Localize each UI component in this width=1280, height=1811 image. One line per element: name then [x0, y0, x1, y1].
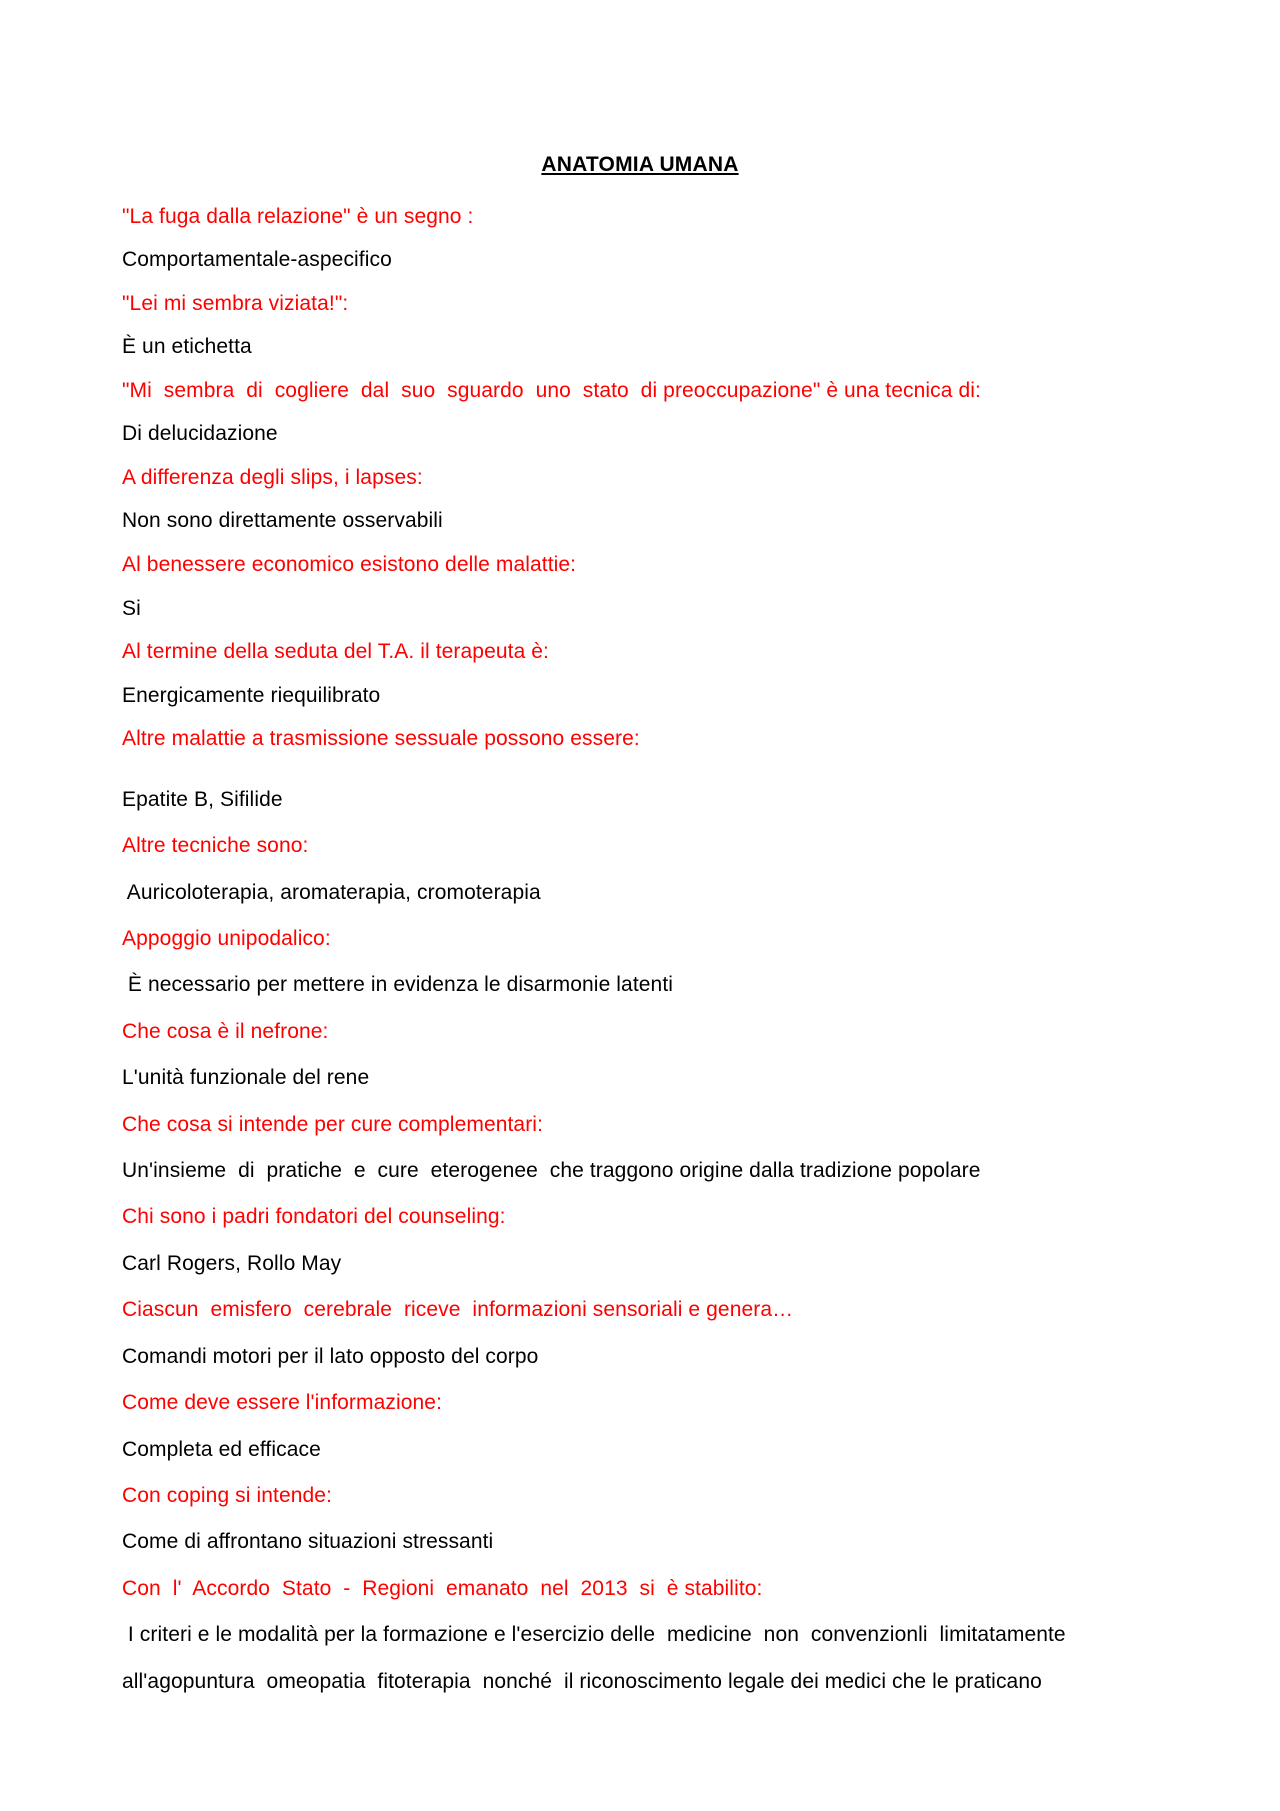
answer-text: Si [122, 597, 141, 620]
question-text: "Lei mi sembra viziata!": [122, 292, 349, 315]
question-text: Altre tecniche sono: [122, 834, 309, 857]
answer-text: L'unità funzionale del rene [122, 1066, 370, 1089]
question-text: A differenza degli slips, i lapses: [122, 466, 423, 489]
question-text: Come deve essere l'informazione: [122, 1391, 443, 1414]
question-text: Con coping si intende: [122, 1484, 333, 1507]
question-text: Con l' Accordo Stato - Regioni emanato nel 2013 si è stabilito: [122, 1577, 763, 1600]
question-text: Che cosa è il nefrone: [122, 1020, 329, 1043]
question-text: Chi sono i padri fondatori del counseling: [122, 1205, 506, 1228]
question-text: Al termine della seduta del T.A. il terapeuta è: [122, 640, 549, 663]
answer-text: Comandi motori per il lato opposto del corpo [122, 1345, 539, 1368]
document-title: ANATOMIA UMANA [541, 153, 739, 176]
question-text: Altre malattie a trasmissione sessuale possono essere: [122, 727, 640, 750]
answer-text: Completa ed efficace [122, 1438, 321, 1461]
question-text: "Mi sembra di cogliere dal suo sguardo uno stato di preoccupazione" è una tecnica di: [122, 379, 981, 402]
answer-text: È un etichetta [122, 335, 252, 358]
question-text: "La fuga dalla relazione" è un segno : [122, 205, 474, 228]
question-text: Al benessere economico esistono delle malattie: [122, 553, 577, 576]
answer-text: Energicamente riequilibrato [122, 684, 381, 707]
answer-text: Epatite B, Sifilide [122, 788, 283, 811]
answer-text: Carl Rogers, Rollo May [122, 1252, 342, 1275]
answer-text: Comportamentale-aspecifico [122, 248, 392, 271]
question-text: Appoggio unipodalico: [122, 927, 331, 950]
answer-text: Un'insieme di pratiche e cure eterogenee che traggono origine dalla tradizione popolare [122, 1159, 981, 1182]
answer-text: I criteri e le modalità per la formazione e l'esercizio delle medicine non convenzionli limitatamente [122, 1623, 1066, 1646]
answer-text: Come di affrontano situazioni stressanti [122, 1530, 494, 1553]
answer-text: Non sono direttamente osservabili [122, 509, 443, 532]
answer-text-continued: all'agopuntura omeopatia fitoterapia nonché il riconoscimento legale dei medici che le praticano [122, 1670, 1042, 1693]
question-text: Che cosa si intende per cure complementari: [122, 1113, 544, 1136]
answer-text: È necessario per mettere in evidenza le disarmonie latenti [122, 973, 674, 996]
question-text: Ciascun emisfero cerebrale riceve informazioni sensoriali e genera… [122, 1298, 794, 1321]
answer-text: Auricoloterapia, aromaterapia, cromoterapia [122, 881, 541, 904]
answer-text: Di delucidazione [122, 422, 278, 445]
